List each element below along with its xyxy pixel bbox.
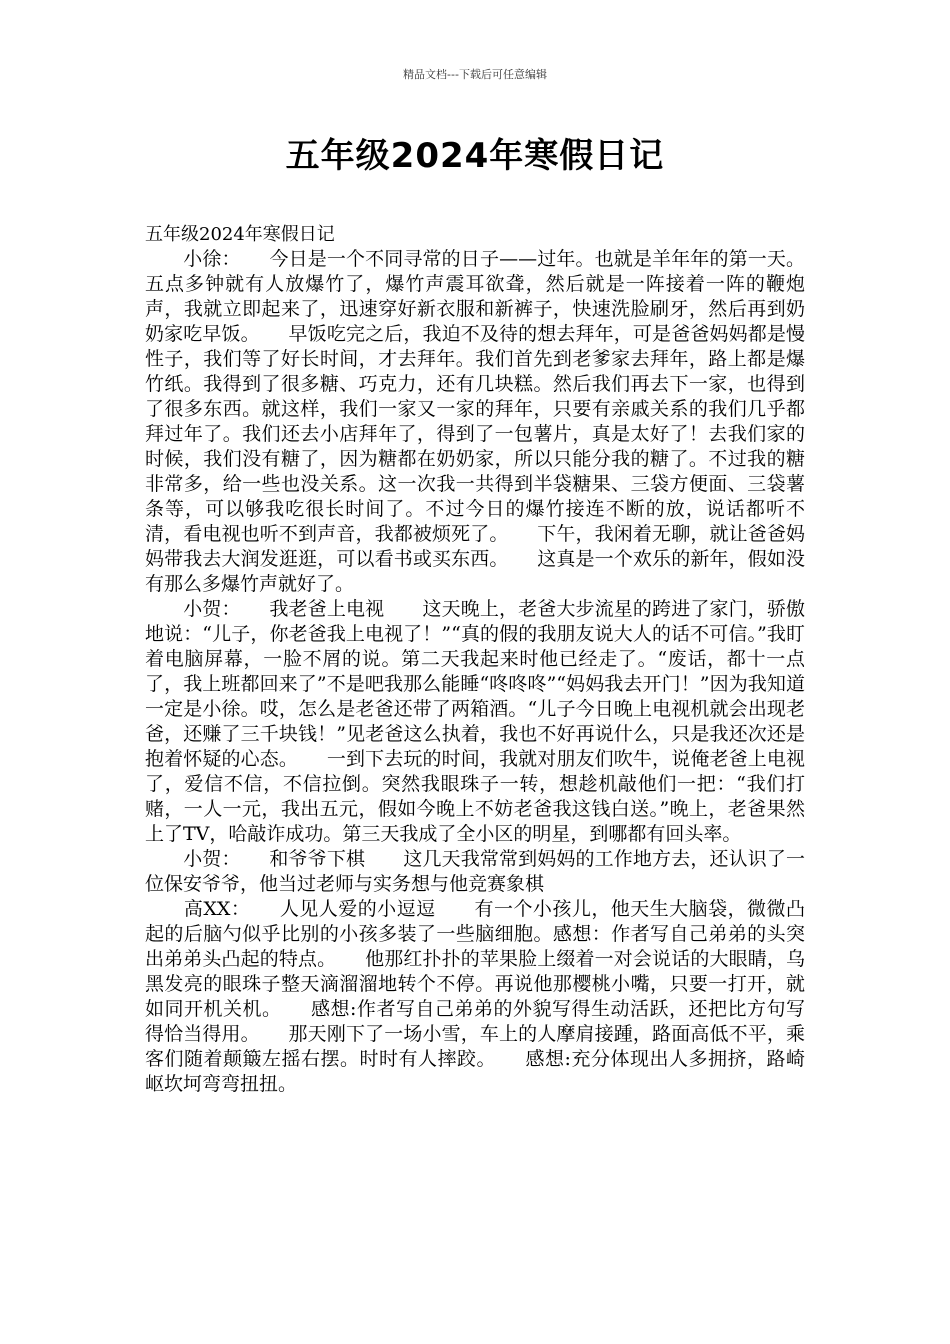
paragraph-xiaoxu: 小徐： 今日是一个不同寻常的日子——过年。也就是羊年年的第一天。五点多钟就有人放爆竹了，爆竹声震耳欲聋，然后就是一阵接着一阵的鞭炮声，我就立即起来了，迅速穿好新衣服和新裤子，快速洗脸刷牙，然后再到奶奶家吃早饭。 早饭吃完之后，我迫不及待的想去拜年，可是爸爸妈妈都是慢性子，我们等了好长时间，才去拜年。我们首先到老爹家去拜年，路上都是爆竹纸。我得到了很多糖、巧克力，还有几块糕。然后我们再去下一家，也得到了很多东西。就这样，我们一家又一家的拜年，只要有亲戚关系的我们几乎都拜过年了。我们还去小店拜年了，得到了一包薯片，真是太好了！去我们家的时候，我们没有糖了，因为糖都在奶奶家，所以只能分我的糖了。不过我的糖非常多，给一些也没关系。这一次我一共得到半袋糖果、三袋方便面、三袋薯条等，可以够我吃很长时间了。不过今日的爆竹接连不断的放，说话都听不清，看电视也听不到声音，我都被烦死了。 下午，我闲着无聊，就让爸爸妈妈带我去大润发逛逛，可以看书或买东西。 这真是一个欢乐的新年，假如没有那么多爆竹声就好了。 <box>145 248 805 595</box>
paragraph-gao: 高XX： 人见人爱的小逗逗 有一个小孩儿，他天生大脑袋，微微凸起的后脑勺似乎比别的小孩多装了一些脑细胞。感想：作者写自己弟弟的头突出弟弟头凸起的特点。 他那红扑扑的苹果脸上缀着一对会说话的大眼睛，乌黑发亮的眼珠子整天滴溜溜地转个不停。再说他那樱桃小嘴，只要一打开，就如同开机关机。 感想:作者写自己弟弟的外貌写得生动活跃，还把比方句写得恰当得用。 那天刚下了一场小雪，车上的人摩肩接踵，路面高低不平，乘客们随着颠簸左摇右摆。时时有人摔跤。 感想:充分体现出人多拥挤，路崎岖坎坷弯弯扭扭。 <box>145 898 805 1095</box>
document-subtitle: 五年级2024年寒假日记 <box>145 224 335 245</box>
paragraph-xiaohe-chess: 小贺： 和爷爷下棋 这几天我常常到妈妈的工作地方去，还认识了一位保安爷爷，他当过老师与实务想与他竞赛象棋 <box>145 848 805 895</box>
paragraph-xiaohe-tv: 小贺： 我老爸上电视 这天晚上，老爸大步流星的跨进了家门，骄傲地说：“儿子，你老爸我上电视了！”“真的假的我朋友说大人的话不可信。”我盯着电脑屏幕，一脸不屑的说。第二天我起来时他已经走了。“废话，都十一点了，我上班都回来了”不是吧我那么能睡“咚咚咚”“妈妈我去开门！”因为我知道一定是小徐。哎，怎么是老爸还带了两箱酒。“儿子今日晚上电视机就会出现老爸，还赚了三千块钱！”见老爸这么执着，我也不好再说什么，只是我还次还是抱着怀疑的心态。 一到下去玩的时间，我就对朋友们吹牛，说俺老爸上电视了，爱信不信，不信拉倒。突然我眼珠子一转，想趁机敲他们一把：“我们打赌，一人一元，我出五元，假如今晚上不妨老爸我这钱白送。”晚上，老爸果然上了TV，哈敲诈成功。第三天我成了全小区的明星，到哪都有回头率。 <box>145 598 805 845</box>
document-body <box>145 222 805 1097</box>
header-note: 精品文档---下载后可任意编辑 <box>403 68 547 81</box>
document-title: 五年级2024年寒假日记 <box>285 136 665 176</box>
